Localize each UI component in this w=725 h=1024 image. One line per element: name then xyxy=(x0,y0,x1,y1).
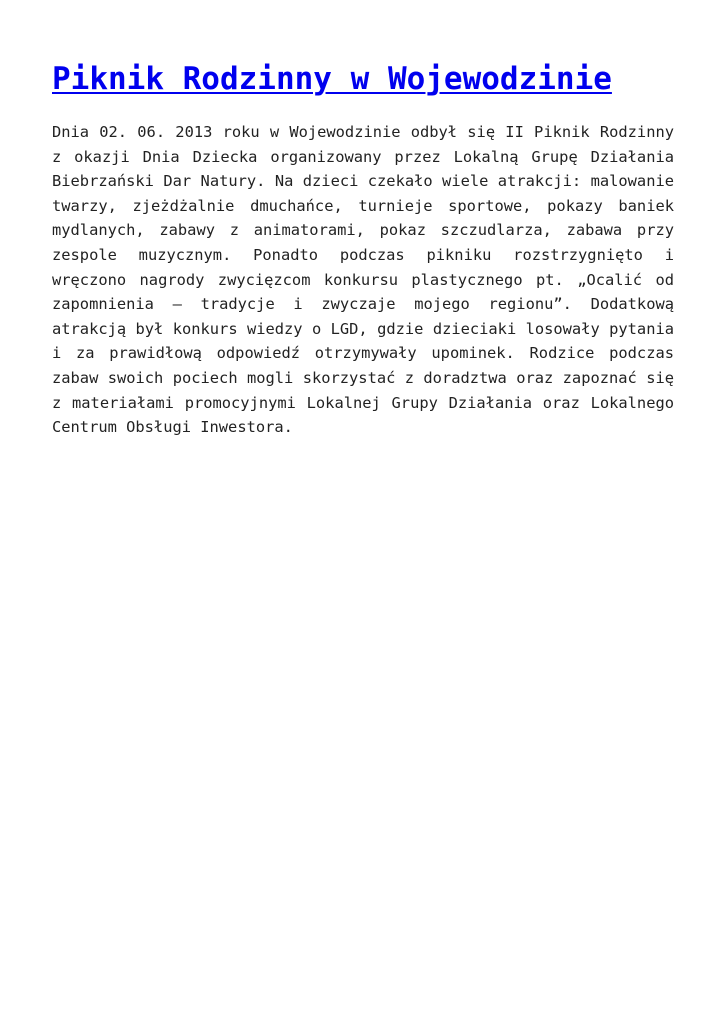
article-body: Dnia 02. 06. 2013 roku w Wojewodzinie odbył się II Piknik Rodzinny z okazji Dnia Dziecka organizowany przez Lokalną Grupę Działania Biebrzański Dar Natury. Na dzieci czekało wiele atrakcji: malowanie twarzy, zjeżdżalnie dmuchańce, turnieje sportowe, pokazy baniek mydlanych, zabawy z animatorami, pokaz szczudlarza, zabawa przy zespole muzycznym. Ponadto podczas pikniku rozstrzygnięto i wręczono nagrody zwycięzcom konkursu plastycznego pt. „Ocalić od zapomnienia – tradycje i zwyczaje mojego regionu”. Dodatkową atrakcją był konkurs wiedzy o LGD, gdzie dzieciaki losowały pytania i za prawidłową odpowiedź otrzymywały upominek. Rodzice podczas zabaw swoich pociech mogli skorzystać z doradztwa oraz zapoznać się z materiałami promocyjnymi Lokalnej Grupy Działania oraz Lokalnego Centrum Obsługi Inwestora. xyxy=(52,123,674,437)
article-title-link[interactable]: Piknik Rodzinny w Wojewodzinie xyxy=(52,61,612,97)
article xyxy=(52,56,674,440)
article-title xyxy=(52,56,674,102)
